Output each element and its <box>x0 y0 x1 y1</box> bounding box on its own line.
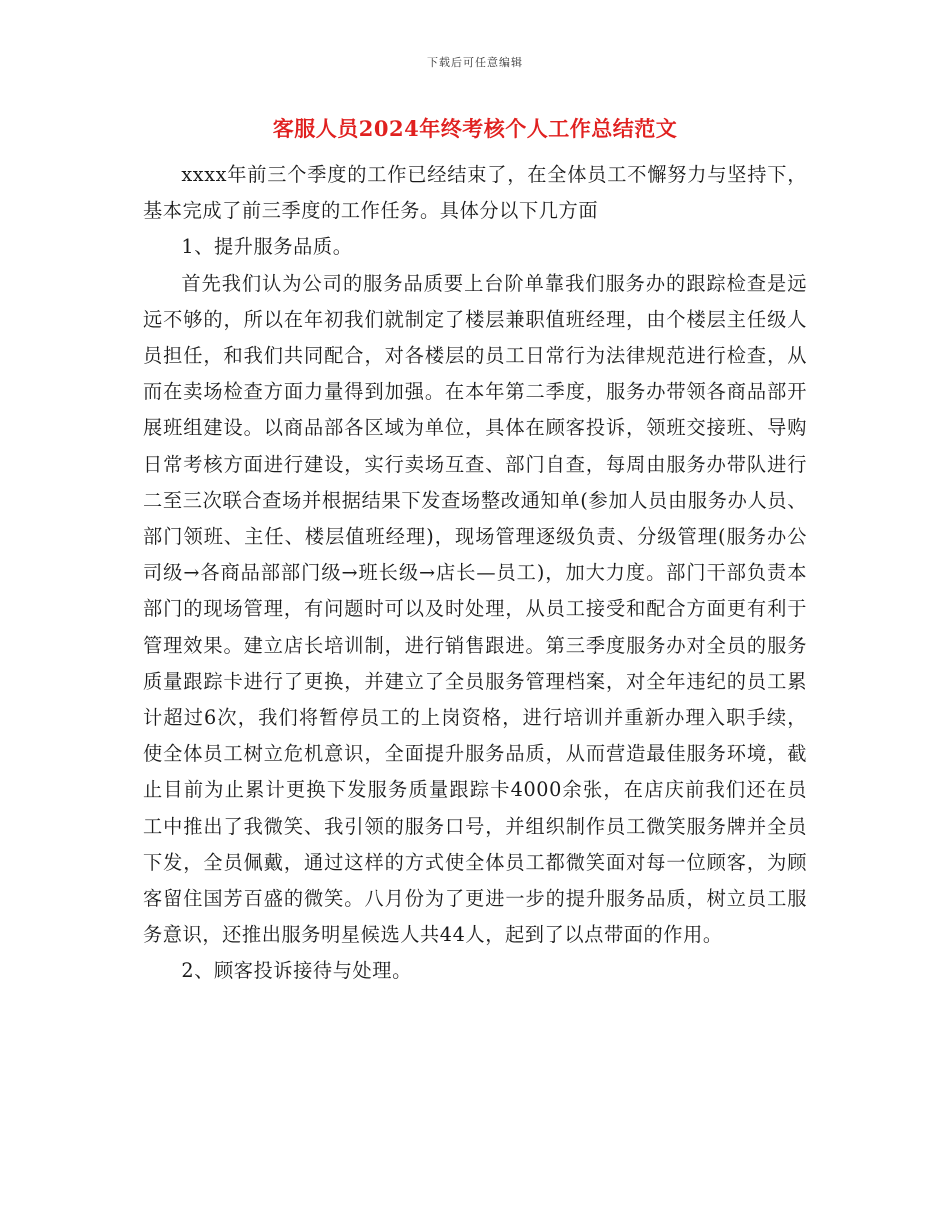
document-title: 客服人员2024年终考核个人工作总结范文 <box>272 116 678 141</box>
section-1-paragraph: 首先我们认为公司的服务品质要上台阶单靠我们服务办的跟踪检查是远远不够的，所以在年初我们就制定了楼层兼职值班经理，由个楼层主任级人员担任，和我们共同配合，对各楼层的员工日常行为法律规范进行检查，从而在卖场检查方面力量得到加强。在本年第二季度，服务办带领各商品部开展班组建设。以商品部各区域为单位，具体在顾客投诉，领班交接班、导购日常考核方面进行建设，实行卖场互查、部门自查，每周由服务办带队进行二至三次联合查场并根据结果下发查场整改通知单(参加人员由服务办人员、部门领班、主任、楼层值班经理)，现场管理逐级负责、分级管理(服务办公司级→各商品部部门级→班长级→店长—员工)，加大力度。部门干部负责本部门的现场管理，有问题时可以及时处理，从员工接受和配合方面更有利于管理效果。建立店长培训制，进行销售跟进。第三季度服务办对全员的服务质量跟踪卡进行了更换，并建立了全员服务管理档案，对全年违纪的员工累计超过6次，我们将暂停员工的上岗资格，进行培训并重新办理入职手续，使全体员工树立危机意识，全面提升服务品质，从而营造最佳服务环境，截止目前为止累计更换下发服务质量跟踪卡4000余张，在店庆前我们还在员工中推出了我微笑、我引领的服务口号，并组织制作员工微笑服务牌并全员下发，全员佩戴，通过这样的方式使全体员工都微笑面对每一位顾客，为顾客留住国芳百盛的微笑。八月份为了更进一步的提升服务品质，树立员工服务意识，还推出服务明星候选人共44人，起到了以点带面的作用。 <box>143 271 807 947</box>
section-heading-1: 1、提升服务品质。 <box>181 235 353 259</box>
document-body <box>143 157 807 990</box>
page-header-note: 下载后可任意编辑 <box>427 56 523 69</box>
section-heading-2: 2、顾客投诉接待与处理。 <box>181 959 412 983</box>
intro-paragraph: xxxx年前三个季度的工作已经结束了，在全体员工不懈努力与坚持下，基本完成了前三季度的工作任务。具体分以下几方面 <box>143 163 807 223</box>
